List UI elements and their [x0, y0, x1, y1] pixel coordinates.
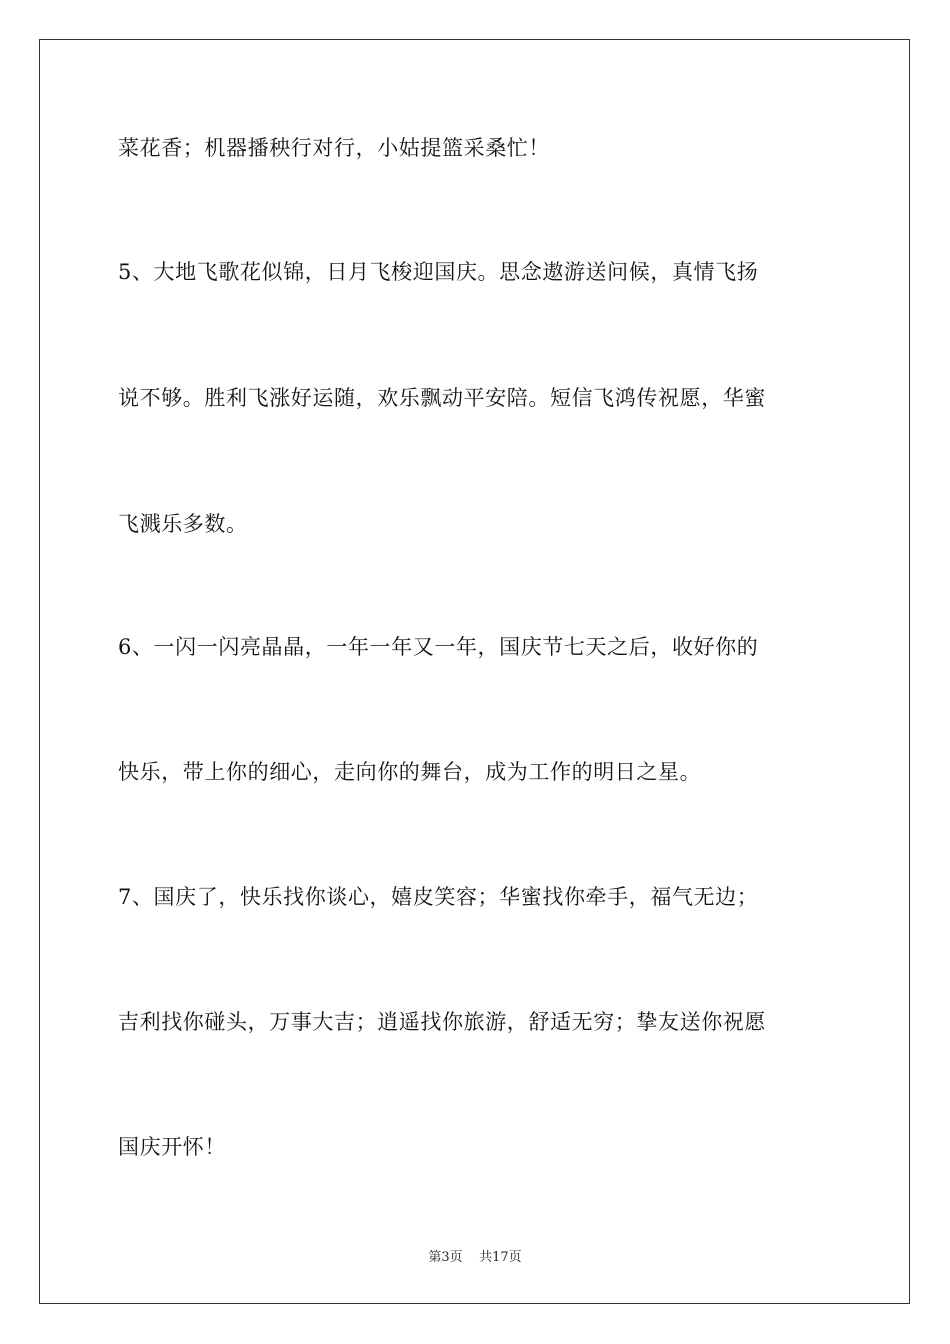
body-line-2: 5、大地飞歌花似锦，日月飞梭迎国庆。思念遨游送问候，真情飞扬	[118, 260, 759, 284]
body-line-8: 吉利找你碰头，万事大吉；逍遥找你旅游，舒适无穷；挚友送你祝愿	[118, 1010, 766, 1034]
body-line-6: 快乐，带上你的细心，走向你的舞台，成为工作的明日之星。	[118, 760, 702, 784]
body-line-1: 菜花香；机器播秧行对行，小姑提篮采桑忙！	[118, 136, 550, 160]
body-line-4: 飞溅乐多数。	[118, 512, 248, 536]
page-border	[39, 39, 910, 1304]
body-line-9: 国庆开怀！	[118, 1135, 226, 1159]
body-line-7: 7、国庆了，快乐找你谈心，嬉皮笑容；华蜜找你牵手，福气无边；	[118, 885, 759, 909]
page-footer	[0, 1250, 950, 1266]
total-pages: 共17页	[479, 1250, 522, 1265]
page-number: 第3页	[428, 1250, 463, 1265]
body-line-5: 6、一闪一闪亮晶晶，一年一年又一年，国庆节七天之后，收好你的	[118, 635, 759, 659]
body-line-3: 说不够。胜利飞涨好运随，欢乐飘动平安陪。短信飞鸿传祝愿，华蜜	[118, 386, 766, 410]
